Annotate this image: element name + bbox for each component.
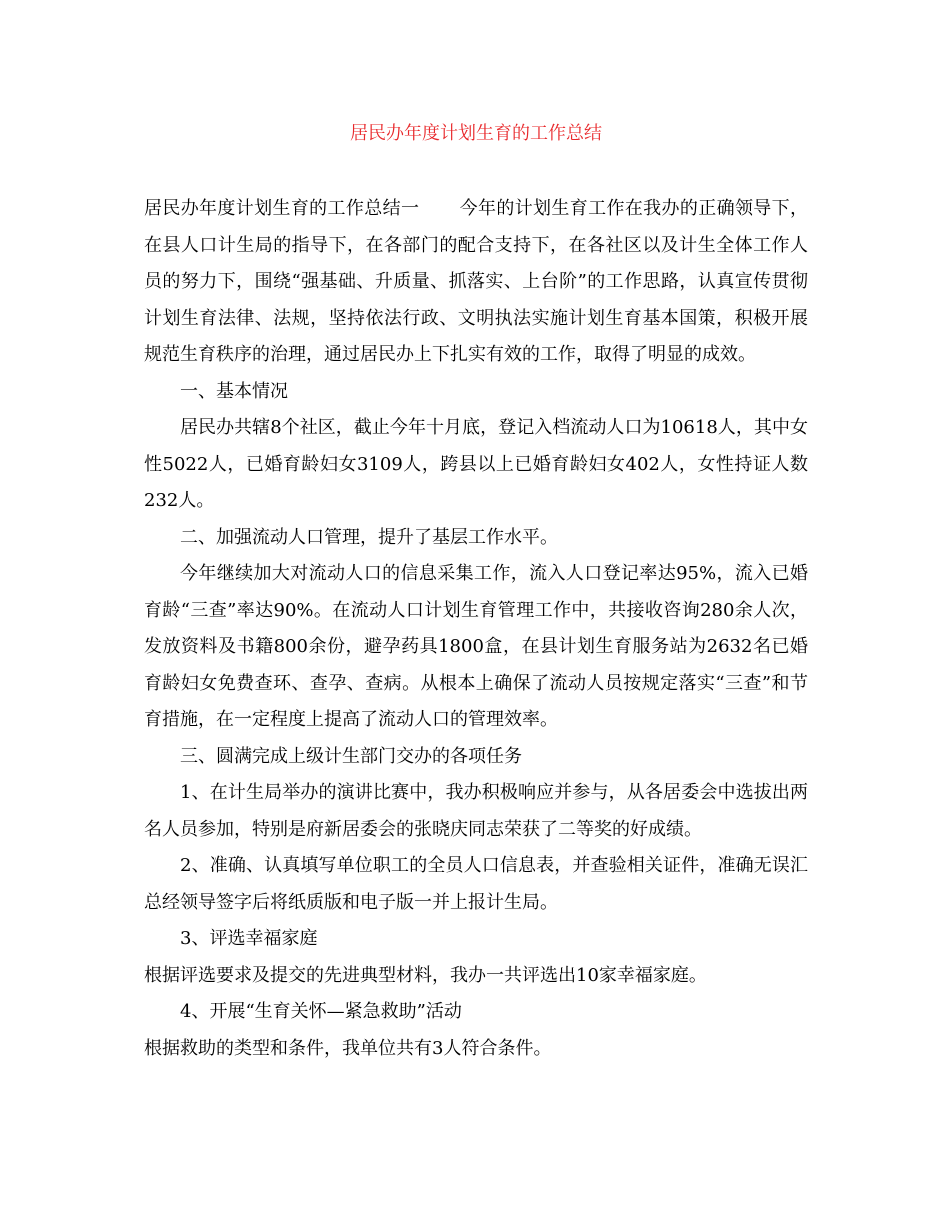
section3-item4-body: 根据救助的类型和条件，我单位共有3人符合条件。 xyxy=(144,1037,552,1059)
intro-paragraph xyxy=(144,191,808,374)
document-title: 居民办年度计划生育的工作总结 xyxy=(350,123,602,144)
intro-lead: 居民办年度计划生育的工作总结一 xyxy=(144,198,420,219)
section3-item3-heading: 3、评选幸福家庭 xyxy=(180,928,318,949)
section3-item3-body: 根据评选要求及提交的先进典型材料，我办一共评选出10家幸福家庭。 xyxy=(144,964,707,986)
section3-item4-heading: 4、开展“生育关怀—紧急救助”活动 xyxy=(180,1001,462,1022)
section1-heading: 一、基本情况 xyxy=(180,380,288,402)
section2-body: 今年继续加大对流动人口的信息采集工作，流入人口登记率达95%，流入已婚育龄“三查”率达90%。在流动人口计划生育管理工作中，共接收咨询280余人次，发放资料及书籍800余份，避孕药具1800盒，在县计划生育服务站为2632名已婚育龄妇女免费查环、查孕、查病。从根本上确保了流动人员按规定落实“三查”和节育措施，在一定程度上提高了流动人口的管理效率。 xyxy=(144,563,808,730)
section1-body: 居民办共辖8个社区，截止今年十月底，登记入档流动人口为10618人，其中女性5022人，已婚育龄妇女3109人，跨县以上已婚育龄妇女402人，女性持证人数232人。 xyxy=(144,417,808,511)
section3-item2: 2、准确、认真填写单位职工的全员人口信息表，并查验相关证件，准确无误汇总经领导签字后将纸质版和电子版一并上报计生局。 xyxy=(144,855,808,913)
section3-heading: 三、圆满完成上级计生部门交办的各项任务 xyxy=(180,745,522,767)
intro-body: 今年的计划生育工作在我办的正确领导下，在县人口计生局的指导下，在各部门的配合支持下，在各社区以及计生全体工作人员的努力下，围绕“强基础、升质量、抓落实、上台阶”的工作思路，认真宣传贯彻计划生育法律、法规，坚持依法行政、文明执法实施计划生育基本国策，积极开展规范生育秩序的治理，通过居民办上下扎实有效的工作，取得了明显的成效。 xyxy=(144,198,809,365)
document-body xyxy=(144,191,808,1067)
section3-item1: 1、在计生局举办的演讲比赛中，我办积极响应并参与，从各居委会中选拔出两名人员参加，特别是府新居委会的张晓庆同志荣获了二等奖的好成绩。 xyxy=(144,782,808,840)
section2-heading: 二、加强流动人口管理，提升了基层工作水平。 xyxy=(180,526,558,548)
